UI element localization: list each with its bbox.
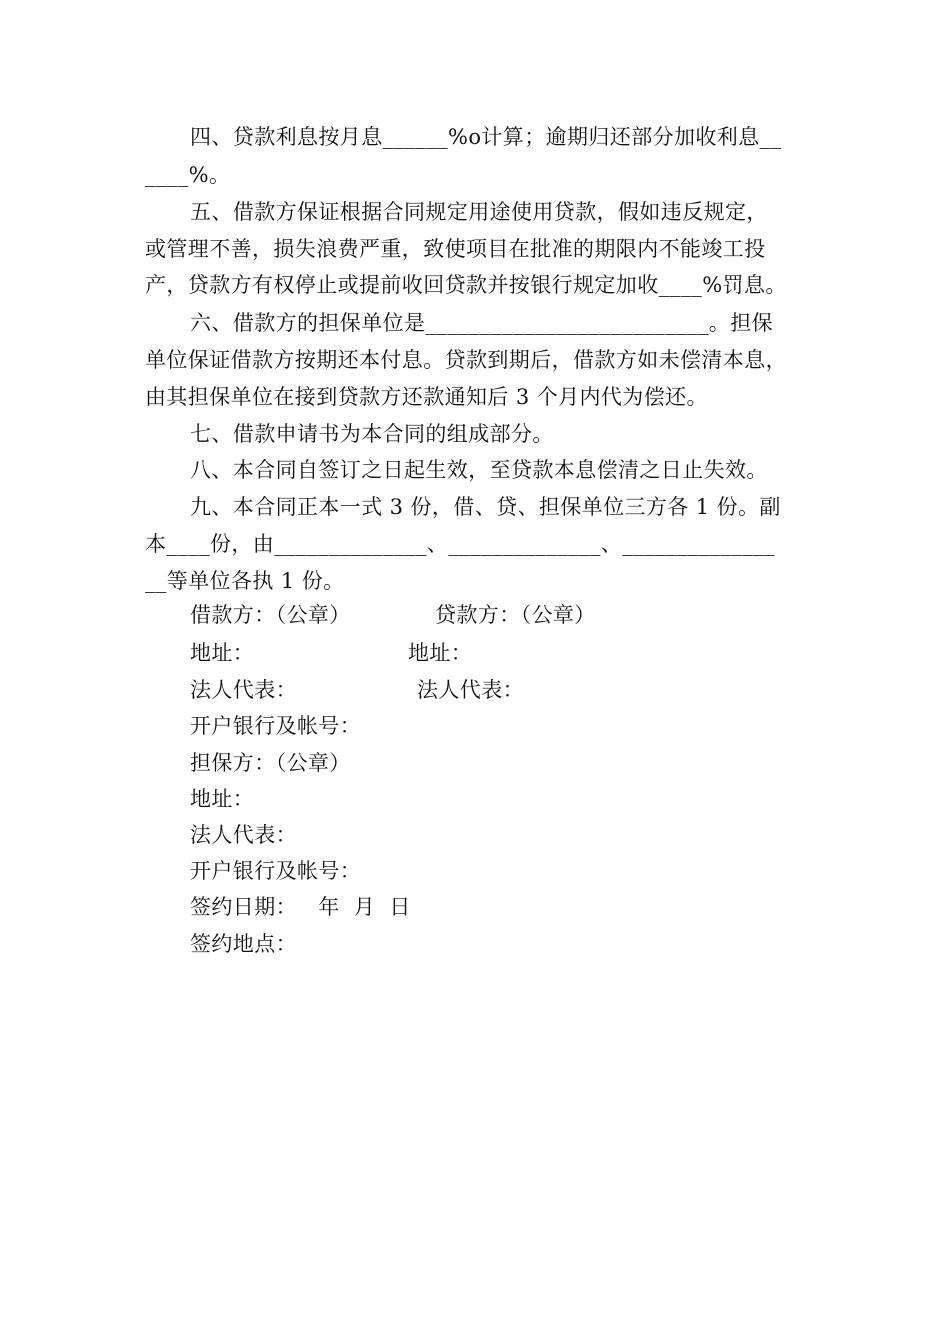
- lender-seal-label: 贷款方：（公章）: [435, 603, 596, 627]
- clause-4-line-2: ____%。: [145, 163, 231, 187]
- guarantor-seal-label: 担保方：（公章）: [190, 751, 351, 775]
- lender-address-label: 地址：: [408, 641, 473, 665]
- clause-4-line-1: 四、贷款利息按月息______%o计算；逾期归还部分加收利息__: [190, 125, 782, 149]
- lender-rep-label: 法人代表：: [417, 678, 524, 702]
- guarantor-rep-label: 法人代表：: [190, 823, 297, 847]
- borrower-rep-label: 法人代表：: [190, 678, 297, 702]
- clause-5-line-1: 五、借款方保证根据合同规定用途使用贷款，假如违反规定，: [190, 200, 768, 224]
- guarantor-address-label: 地址：: [190, 787, 255, 811]
- sign-date-label: 签约日期： 年 月 日: [190, 895, 411, 919]
- clause-9-line-2: 本____份，由______________、______________、______________: [145, 532, 775, 556]
- clause-9-line-1: 九、本合同正本一式 3 份，借、贷、担保单位三方各 1 份。副: [190, 495, 781, 519]
- borrower-bank-label: 开户银行及帐号：: [190, 714, 362, 738]
- borrower-address-label: 地址：: [190, 641, 255, 665]
- clause-7: 七、借款申请书为本合同的组成部分。: [190, 422, 554, 446]
- borrower-seal-label: 借款方：（公章）: [190, 603, 351, 627]
- clause-5-line-2: 或管理不善，损失浪费严重，致使项目在批准的期限内不能竣工投: [145, 237, 766, 261]
- guarantor-bank-label: 开户银行及帐号：: [190, 859, 362, 883]
- clause-8: 八、本合同自签订之日起生效，至贷款本息偿清之日止失效。: [190, 458, 768, 482]
- sign-place-label: 签约地点：: [190, 932, 297, 956]
- clause-6-line-2: 单位保证借款方按期还本付息。贷款到期后，借款方如未偿清本息，: [145, 348, 787, 372]
- clause-6-line-1: 六、借款方的担保单位是__________________________。担保: [190, 311, 773, 335]
- clause-5-line-3: 产，贷款方有权停止或提前收回贷款并按银行规定加收____%罚息。: [145, 273, 787, 297]
- clause-9-line-3: __等单位各执 1 份。: [145, 569, 345, 593]
- clause-6-line-3: 由其担保单位在接到贷款方还款通知后 3 个月内代为偿还。: [145, 385, 708, 409]
